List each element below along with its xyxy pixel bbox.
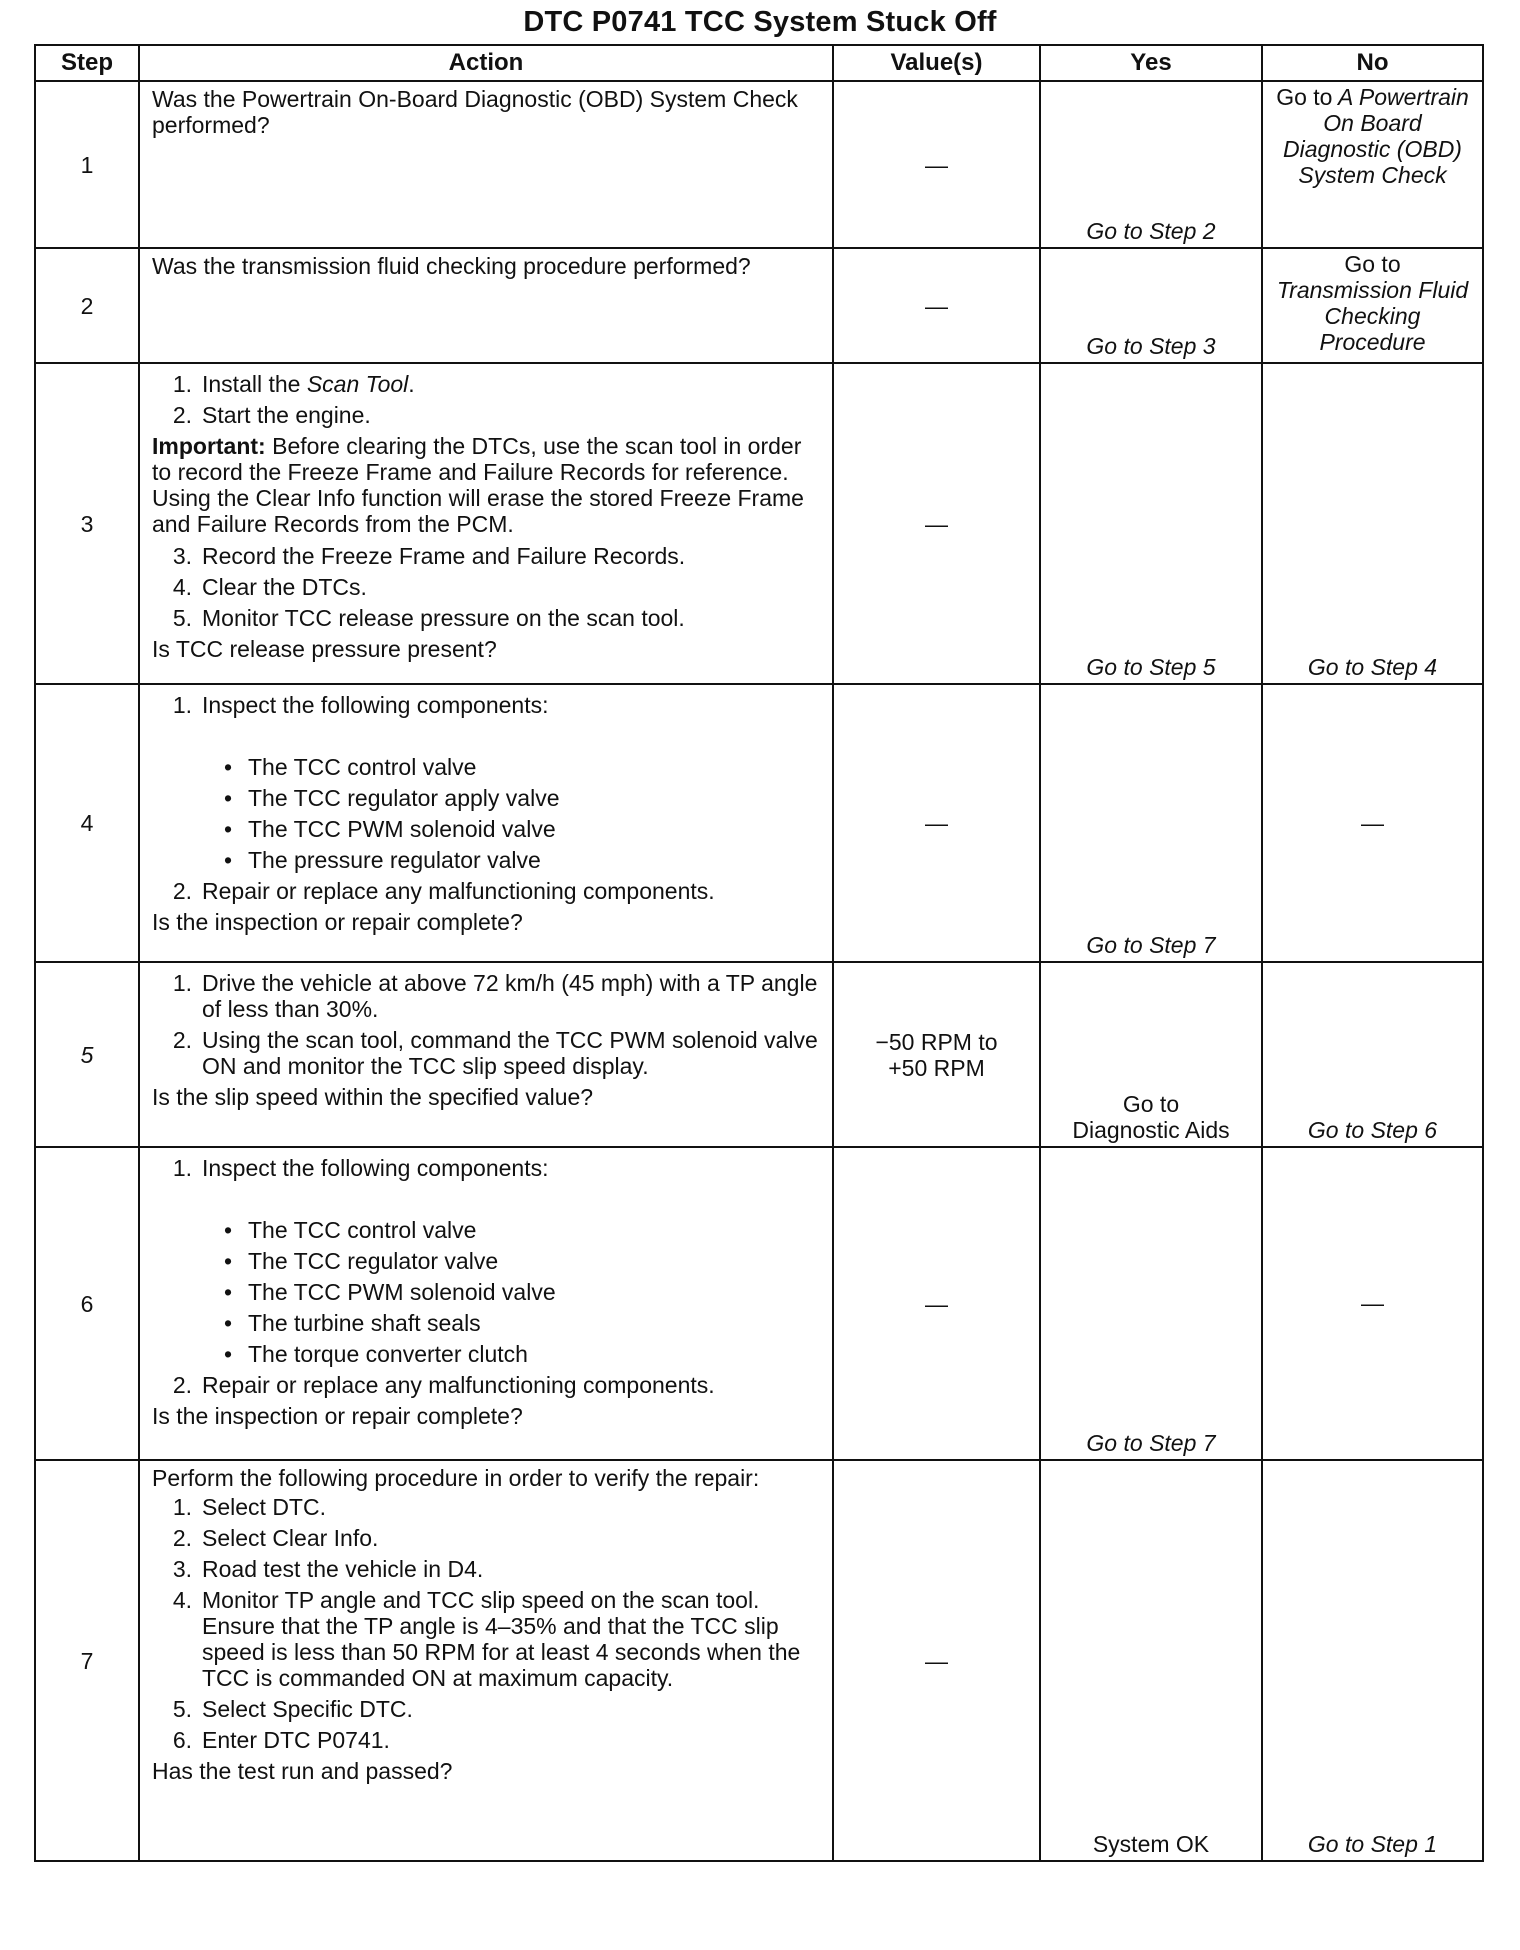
- bullet-item: • The pressure regulator valve: [224, 847, 541, 873]
- item-number: 1.: [172, 1494, 192, 1520]
- value-cell: [833, 962, 1040, 1147]
- table-row: [35, 363, 1483, 684]
- yes-cell: Go to Step 7: [1040, 1147, 1262, 1460]
- no-cell: [1262, 248, 1483, 363]
- question: Is TCC release pressure present?: [152, 636, 497, 662]
- item-number: 1.: [172, 692, 192, 718]
- no-cell: Go to Step 4: [1262, 363, 1483, 684]
- list-item: [152, 970, 826, 1022]
- action-cell: [139, 962, 833, 1147]
- bullet-text: The TCC PWM solenoid valve: [248, 816, 556, 842]
- header-values: Value(s): [833, 45, 1040, 81]
- list-item: [152, 1556, 826, 1582]
- question: Is the inspection or repair complete?: [152, 909, 523, 935]
- bullet-text: The TCC control valve: [248, 1217, 477, 1243]
- bullet-text: The TCC control valve: [248, 754, 477, 780]
- item-emphasis: Scan Tool: [306, 371, 409, 397]
- important-text: Before clearing the DTCs, use the scan tool in order to record the Freeze Frame and Failure Records for reference. Using the Clear Info function will erase the stored Freeze Frame and Failure Records from the PCM.: [152, 433, 804, 537]
- action-cell: [139, 248, 833, 363]
- list-item: [152, 1587, 826, 1691]
- item-text: Record the Freeze Frame and Failure Records.: [202, 543, 686, 569]
- list-item: [152, 402, 826, 428]
- item-number: 2.: [172, 1372, 192, 1398]
- step-number: 2: [35, 248, 139, 363]
- list-item: [152, 1525, 826, 1551]
- header-no: No: [1262, 45, 1483, 81]
- no-prefix: Go to: [1276, 84, 1333, 110]
- yes-cell: Go to Step 7: [1040, 684, 1262, 962]
- item-number: 4.: [172, 1587, 192, 1613]
- no-link-text: A Powertrain On Board Diagnostic (OBD) System Check: [1283, 84, 1469, 188]
- bullet-text: The TCC regulator valve: [248, 1248, 499, 1274]
- bullet-item: • The TCC control valve: [224, 754, 477, 780]
- bullet-text: The TCC PWM solenoid valve: [248, 1279, 556, 1305]
- item-number: 2.: [172, 402, 192, 428]
- item-text: Drive the vehicle at above 72 km/h (45 mph) with a TP angle of less than 30%.: [202, 970, 818, 1022]
- list-item: [152, 371, 826, 397]
- value-cell: —: [833, 248, 1040, 363]
- value-cell: —: [833, 1460, 1040, 1861]
- step-number: 6: [35, 1147, 139, 1460]
- bullet-text: The pressure regulator valve: [248, 847, 541, 873]
- item-text: Select Clear Info.: [202, 1525, 379, 1551]
- value-cell: —: [833, 1147, 1040, 1460]
- header-action: Action: [139, 45, 833, 81]
- table-row: [35, 1460, 1483, 1861]
- item-text: Select Specific DTC.: [202, 1696, 413, 1722]
- page-title: DTC P0741 TCC System Stuck Off: [523, 6, 997, 38]
- action-cell: [139, 1147, 833, 1460]
- header-row: [35, 45, 1483, 81]
- list-item: [152, 878, 826, 904]
- no-cell: —: [1262, 684, 1483, 962]
- item-text: Install the: [202, 371, 307, 397]
- yes-cell: Go to Step 5: [1040, 363, 1262, 684]
- item-text: Using the scan tool, command the TCC PWM solenoid valve ON and monitor the TCC slip speed display.: [202, 1027, 818, 1079]
- yes-cell: Go to Step 3: [1040, 248, 1262, 363]
- list-item: [152, 692, 826, 718]
- question: Is the inspection or repair complete?: [152, 1403, 523, 1429]
- step-number: 4: [35, 684, 139, 962]
- no-cell: [1262, 81, 1483, 248]
- yes-cell: System OK: [1040, 1460, 1262, 1861]
- action-text: Was the Powertrain On-Board Diagnostic (OBD) System Check performed?: [152, 86, 798, 138]
- item-number: 2.: [172, 1525, 192, 1551]
- list-item: [152, 1727, 826, 1753]
- item-text: Inspect the following components:: [202, 1155, 549, 1181]
- yes-cell: [1040, 962, 1262, 1147]
- question: Has the test run and passed?: [152, 1758, 453, 1784]
- item-number: 6.: [172, 1727, 192, 1753]
- no-link-text: Transmission Fluid Checking Procedure: [1276, 277, 1469, 355]
- bullet-text: The turbine shaft seals: [248, 1310, 481, 1336]
- value-cell: —: [833, 684, 1040, 962]
- item-text: Inspect the following components:: [202, 692, 549, 718]
- item-number: 2.: [172, 1027, 192, 1053]
- value-line: −50 RPM to: [875, 1028, 998, 1055]
- step-number: 1: [35, 81, 139, 248]
- bullet-item: • The TCC regulator valve: [224, 1248, 499, 1274]
- action-cell: [139, 684, 833, 962]
- value-line: +50 RPM: [888, 1054, 985, 1081]
- item-number: 4.: [172, 574, 192, 600]
- diagnostic-table: [34, 44, 1484, 1862]
- item-text: .: [408, 371, 415, 397]
- header-step: Step: [35, 45, 139, 81]
- table-row: [35, 81, 1483, 248]
- item-text: Monitor TCC release pressure on the scan tool.: [202, 605, 685, 631]
- item-text: Select DTC.: [202, 1494, 326, 1520]
- table-row: [35, 684, 1483, 962]
- no-cell: Go to Step 6: [1262, 962, 1483, 1147]
- item-number: 1.: [172, 1155, 192, 1181]
- item-text: Monitor TP angle and TCC slip speed on the scan tool. Ensure that the TP angle is 4–35% and that the TCC slip speed is less than 50 RPM for at least 4 seconds when the TCC is commanded ON at maximum capacity.: [202, 1587, 801, 1691]
- item-text: Clear the DTCs.: [202, 574, 367, 600]
- item-number: 2.: [172, 878, 192, 904]
- action-cell: [139, 363, 833, 684]
- list-item: [152, 543, 826, 569]
- step-number: 3: [35, 363, 139, 684]
- no-cell: Go to Step 1: [1262, 1460, 1483, 1861]
- action-cell: [139, 81, 833, 248]
- step-number: 7: [35, 1460, 139, 1861]
- value-cell: —: [833, 81, 1040, 248]
- item-number: 3.: [172, 1556, 192, 1582]
- yes-line: Diagnostic Aids: [1072, 1117, 1230, 1143]
- item-text: Start the engine.: [202, 402, 371, 428]
- action-text: Was the transmission fluid checking procedure performed?: [152, 253, 751, 279]
- step-number: 5: [35, 962, 139, 1147]
- bullet-item: • The turbine shaft seals: [224, 1310, 481, 1336]
- no-cell: —: [1262, 1147, 1483, 1460]
- table-row: [35, 1147, 1483, 1460]
- bullet-item: • The torque converter clutch: [224, 1341, 528, 1367]
- table-row: [35, 962, 1483, 1147]
- bullet-text: The TCC regulator apply valve: [248, 785, 560, 811]
- list-item: [152, 574, 826, 600]
- item-text: Road test the vehicle in D4.: [202, 1556, 484, 1582]
- value-cell: —: [833, 363, 1040, 684]
- important-note: [152, 433, 826, 537]
- item-text: Enter DTC P0741.: [202, 1727, 390, 1753]
- item-number: 1.: [172, 371, 192, 397]
- no-prefix: Go to: [1344, 251, 1401, 277]
- action-cell: [139, 1460, 833, 1861]
- yes-cell: Go to Step 2: [1040, 81, 1262, 248]
- bullet-item: • The TCC control valve: [224, 1217, 477, 1243]
- bullet-item: • The TCC PWM solenoid valve: [224, 816, 556, 842]
- item-text: Repair or replace any malfunctioning components.: [202, 878, 715, 904]
- question: Is the slip speed within the specified value?: [152, 1084, 594, 1110]
- item-number: 5.: [172, 605, 192, 631]
- list-item: [152, 605, 826, 631]
- item-number: 3.: [172, 543, 192, 569]
- bullet-item: • The TCC regulator apply valve: [224, 785, 560, 811]
- list-item: [152, 1155, 826, 1181]
- header-yes: Yes: [1040, 45, 1262, 81]
- list-item: [152, 1494, 826, 1520]
- yes-line: Go to: [1122, 1091, 1180, 1117]
- item-text: Repair or replace any malfunctioning components.: [202, 1372, 715, 1398]
- list-item: [152, 1696, 826, 1722]
- important-label: Important:: [152, 433, 266, 459]
- item-number: 5.: [172, 1696, 192, 1722]
- table-row: [35, 248, 1483, 363]
- intro-text: Perform the following procedure in order to verify the repair:: [152, 1465, 760, 1491]
- bullet-text: The torque converter clutch: [248, 1341, 528, 1367]
- list-item: [152, 1027, 826, 1079]
- list-item: [152, 1372, 826, 1398]
- item-number: 1.: [172, 970, 192, 996]
- bullet-item: • The TCC PWM solenoid valve: [224, 1279, 556, 1305]
